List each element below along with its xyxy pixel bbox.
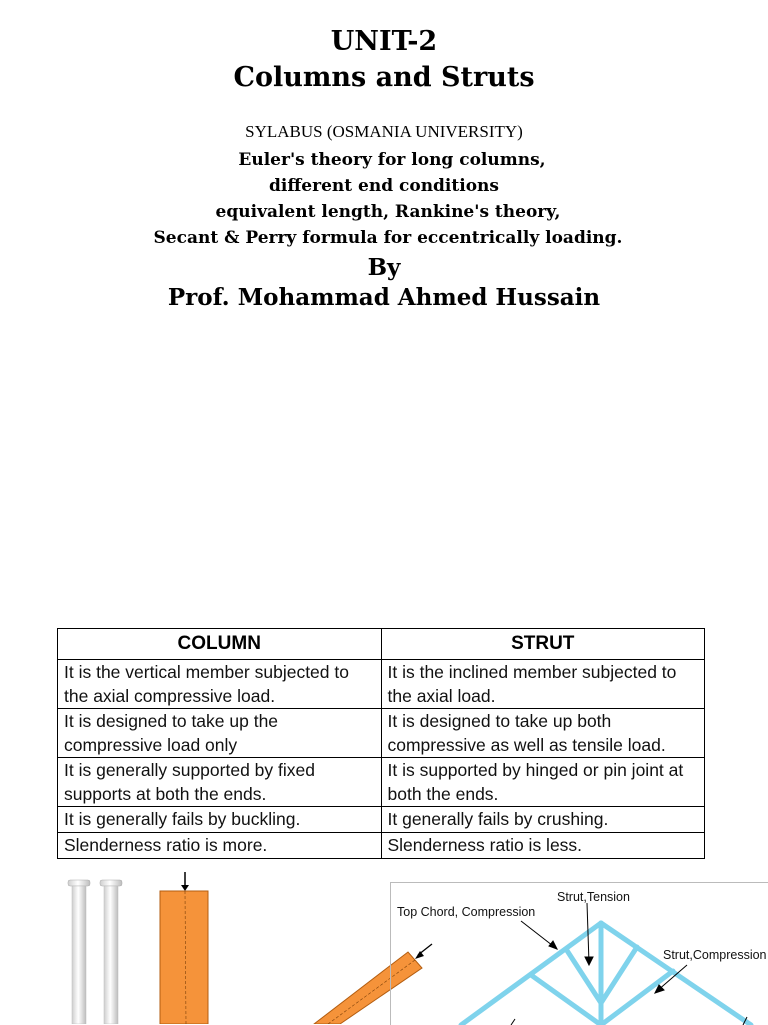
classical-columns-image	[62, 878, 130, 1024]
column-shaft	[68, 880, 90, 1024]
table-cell: It is the vertical member subjected to the axial compressive load.	[58, 660, 382, 709]
strut-header: STRUT	[381, 629, 705, 660]
table-cell: It generally fails by crushing.	[381, 807, 705, 833]
web-member	[601, 971, 673, 1025]
loaded-column-diagram	[150, 866, 220, 1024]
table-cell: Slenderness ratio is more.	[58, 833, 382, 859]
web-member	[601, 947, 637, 1003]
table-row	[58, 709, 705, 758]
pointer-line	[511, 1019, 515, 1025]
table-row	[58, 807, 705, 833]
column-strut-comparison-table	[57, 628, 705, 859]
table-row	[58, 660, 705, 709]
table-cell: It is generally supported by fixed supports at both the ends.	[58, 758, 382, 807]
column-shaft	[100, 880, 122, 1024]
table-cell: Slenderness ratio is less.	[381, 833, 705, 859]
syllabus-line: equivalent length, Rankine's theory,	[215, 202, 561, 222]
table-row	[58, 833, 705, 859]
syllabus-line: Secant & Perry formula for eccentrically loading.	[153, 228, 623, 248]
table-row	[58, 758, 705, 807]
strut-tension-label: Strut,Tension	[557, 890, 630, 904]
table-cell: It is designed to take up both compressive as well as tensile load.	[381, 709, 705, 758]
by-label: By	[367, 254, 401, 281]
orange-column	[160, 891, 208, 1024]
syllabus-line: Euler's theory for long columns,	[238, 150, 546, 170]
strut-compression-label: Strut,Compression	[663, 948, 767, 962]
pointer-arrowhead	[585, 957, 593, 965]
column-header: COLUMN	[58, 629, 382, 660]
load-arrowhead	[181, 885, 189, 891]
table-cell: It is designed to take up the compressive load only	[58, 709, 382, 758]
table-header-row	[58, 629, 705, 660]
roof-truss-diagram	[390, 882, 768, 1025]
web-member	[566, 949, 601, 1003]
table-cell: It is supported by hinged or pin joint at both the ends.	[381, 758, 705, 807]
topic-title: Columns and Struts	[233, 62, 535, 93]
syllabus-line: different end conditions	[269, 176, 499, 196]
syllabus-heading: SYLABUS (OSMANIA UNIVERSITY)	[245, 122, 523, 141]
top-chord-label: Top Chord, Compression	[397, 905, 536, 919]
table-cell: It is generally fails by buckling.	[58, 807, 382, 833]
unit-title: UNIT-2	[330, 26, 438, 57]
author-name: Prof. Mohammad Ahmed Hussain	[167, 284, 601, 311]
pointer-arrowhead	[549, 941, 557, 949]
table-cell: It is the inclined member subjected to the axial load.	[381, 660, 705, 709]
